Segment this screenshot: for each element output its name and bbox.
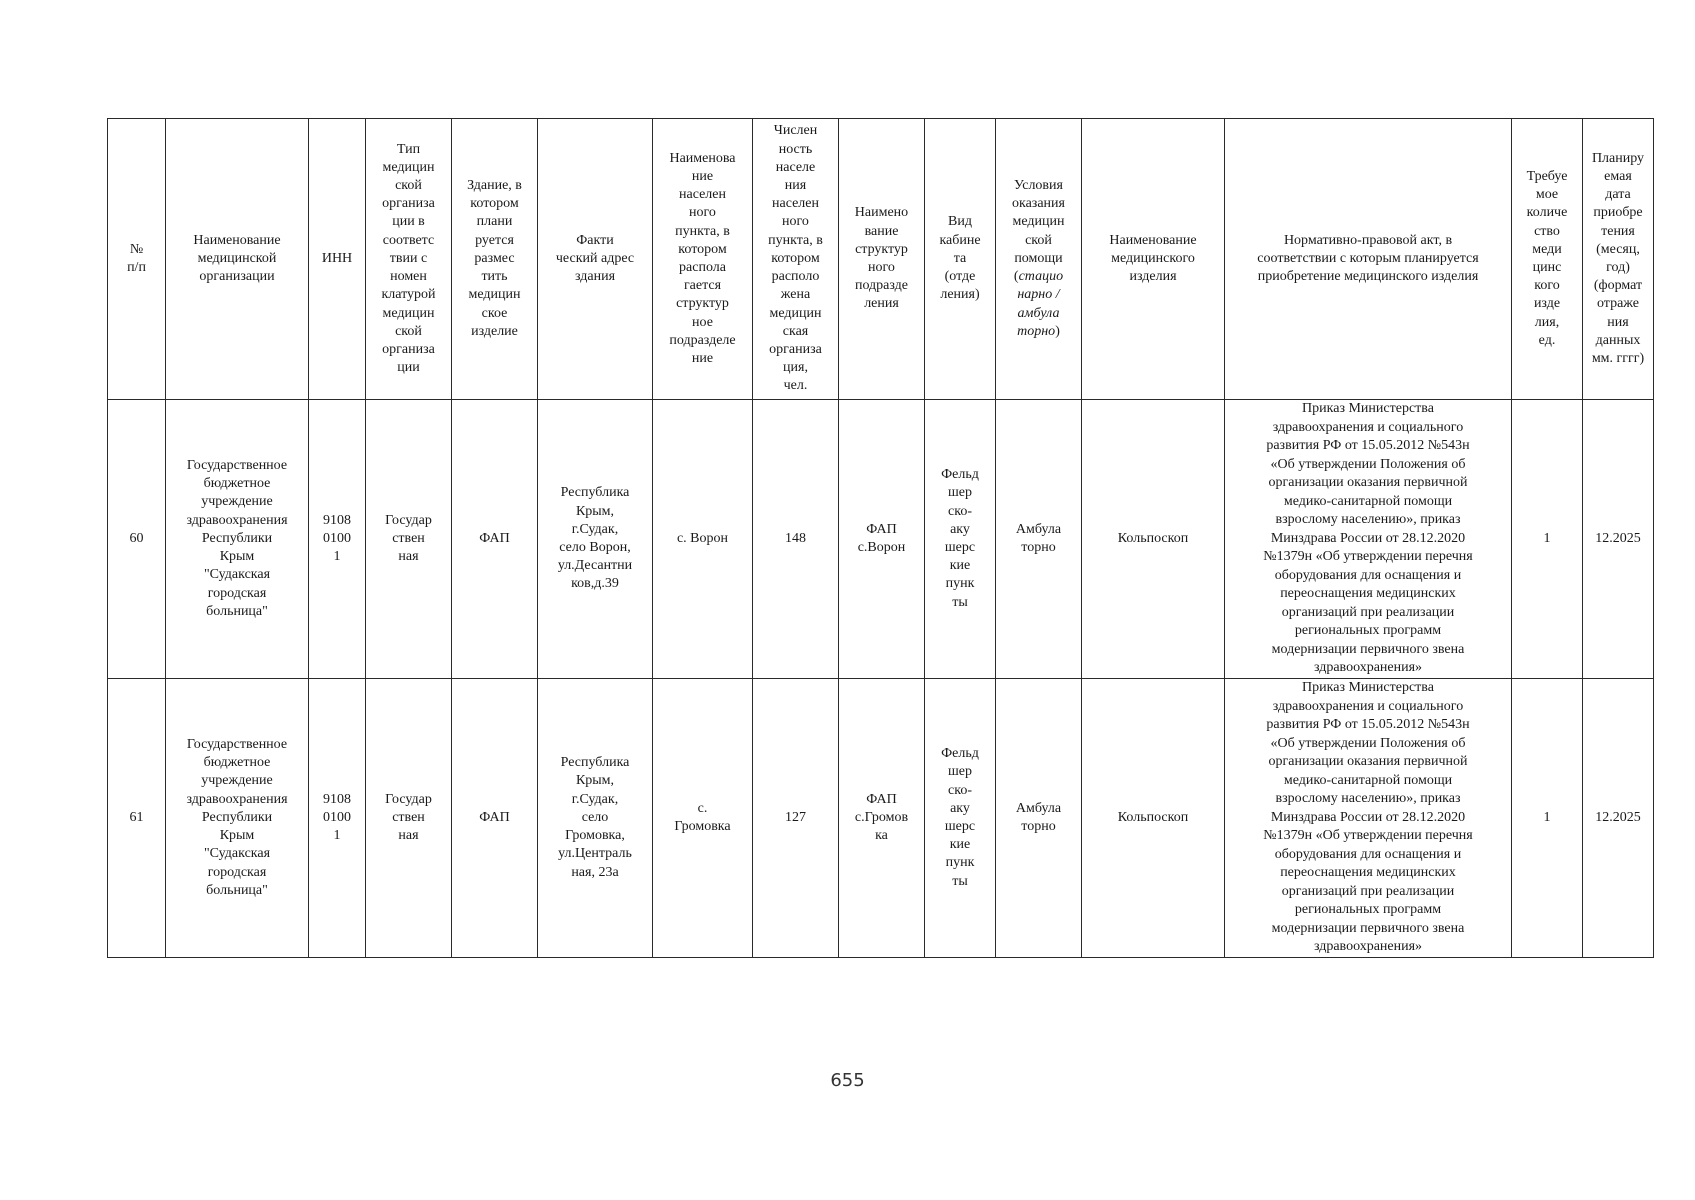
cell-device: Кольпоскоп	[1082, 400, 1225, 679]
cell-cabinet: Фельд шер ско- аку шерс кие пунк ты	[925, 400, 996, 679]
cell-org-type: Государ ствен ная	[366, 400, 452, 679]
cell-address: Республика Крым, г.Судак, село Громовка, ул.Централь ная, 23а	[538, 679, 653, 958]
page-number: 655	[830, 1070, 865, 1091]
cell-address: Республика Крым, г.Судак, село Ворон, ул.Десантни ков,д.39	[538, 400, 653, 679]
cell-quantity: 1	[1512, 679, 1583, 958]
cell-cabinet: Фельд шер ско- аку шерс кие пунк ты	[925, 679, 996, 958]
header-quantity: Требуе мое количе ство меди цинс кого изде лия, ед.	[1512, 119, 1583, 400]
cell-date: 12.2025	[1583, 679, 1654, 958]
header-law: Нормативно-правовой акт, в соответствии с которым планируется приобретение медицинского изделия	[1225, 119, 1512, 400]
header-building: Здание, в котором плани руется размес тить медицин ское изделие	[452, 119, 538, 400]
cell-org-name: Государственное бюджетное учреждение здравоохранения Республики Крым "Судакская городская больница"	[166, 679, 309, 958]
table-row	[108, 679, 1654, 958]
cell-org-name: Государственное бюджетное учреждение здравоохранения Республики Крым "Судакская городская больница"	[166, 400, 309, 679]
cell-date: 12.2025	[1583, 400, 1654, 679]
cell-law: Приказ Министерства здравоохранения и социального развития РФ от 15.05.2012 №543н «Об утверждении Положения об организации оказания первичной медико-санитарной помощи взрослому населению», приказ Минздрава России от 28.12.2020 №1379н «Об утверждении перечня оборудования для оснащения и переоснащения медицинских организаций при реализации региональных программ модернизации первичного звена здравоохранения»	[1225, 679, 1512, 958]
header-conditions-main: Условия оказания медицин ской помощи (	[1012, 178, 1065, 285]
cell-building: ФАП	[452, 400, 538, 679]
table-row	[108, 400, 1654, 679]
header-cabinet: Вид кабине та (отде ления)	[925, 119, 996, 400]
cell-inn: 9108 0100 1	[309, 679, 366, 958]
header-org-name: Наименование медицинской организации	[166, 119, 309, 400]
header-address: Факти ческий адрес здания	[538, 119, 653, 400]
header-device: Наименование медицинского изделия	[1082, 119, 1225, 400]
cell-building: ФАП	[452, 679, 538, 958]
cell-settlement: с. Громовка	[653, 679, 753, 958]
header-number: № п/п	[108, 119, 166, 400]
header-date: Планиру емая дата приобре тения (месяц, год) (формат отраже ния данных мм. гггг)	[1583, 119, 1654, 400]
header-unit: Наимено вание структур ного подразде ления	[839, 119, 925, 400]
header-inn: ИНН	[309, 119, 366, 400]
table-header-row	[108, 119, 1654, 400]
cell-org-type: Государ ствен ная	[366, 679, 452, 958]
header-conditions-end: )	[1055, 323, 1060, 339]
cell-population: 127	[753, 679, 839, 958]
cell-law: Приказ Министерства здравоохранения и социального развития РФ от 15.05.2012 №543н «Об утверждении Положения об организации оказания первичной медико-санитарной помощи взрослому населению», приказ Минздрава России от 28.12.2020 №1379н «Об утверждении перечня оборудования для оснащения и переоснащения медицинских организаций при реализации региональных программ модернизации первичного звена здравоохранения»	[1225, 400, 1512, 679]
cell-unit: ФАП с.Громов ка	[839, 679, 925, 958]
cell-device: Кольпоскоп	[1082, 679, 1225, 958]
header-org-type: Тип медицин ской организа ции в соответс твии с номен клатурой медицин ской организа ции	[366, 119, 452, 400]
cell-settlement: с. Ворон	[653, 400, 753, 679]
equipment-table	[107, 118, 1654, 958]
cell-quantity: 1	[1512, 400, 1583, 679]
header-settlement: Наименова ние населен ного пункта, в котором распола гается структур ное подразделе ние	[653, 119, 753, 400]
header-conditions	[996, 119, 1082, 400]
cell-conditions: Амбула торно	[996, 679, 1082, 958]
cell-inn: 9108 0100 1	[309, 400, 366, 679]
header-conditions-italic: стацио нарно / амбула торно	[1017, 269, 1064, 339]
cell-unit: ФАП с.Ворон	[839, 400, 925, 679]
cell-population: 148	[753, 400, 839, 679]
cell-number: 61	[108, 679, 166, 958]
header-population: Числен ность населе ния населен ного пункта, в котором располо жена медицин ская организа ция, чел.	[753, 119, 839, 400]
cell-conditions: Амбула торно	[996, 400, 1082, 679]
cell-number: 60	[108, 400, 166, 679]
